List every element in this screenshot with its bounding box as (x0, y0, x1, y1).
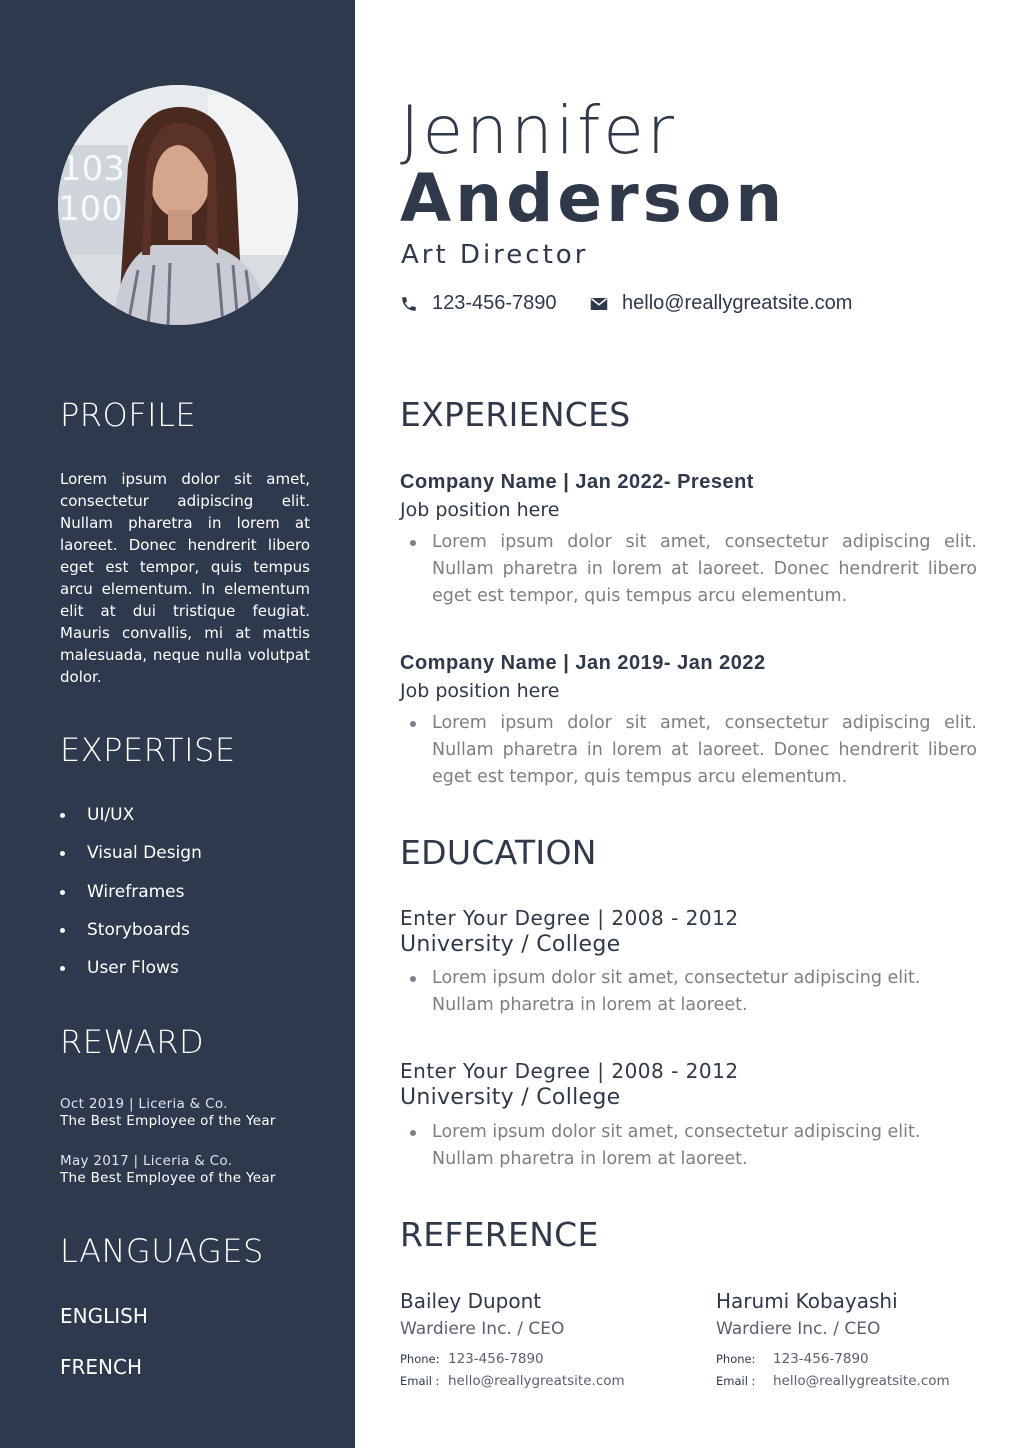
education-description-line: Nullam pharetra in lorem at laoreet. (432, 995, 748, 1015)
expertise-item: User Flows (60, 955, 202, 993)
education-description-line: Lorem ipsum dolor sit amet, consectetur adipiscing elit. (432, 1122, 921, 1142)
reference-email-value: hello@reallygreatsite.com (448, 1373, 625, 1389)
reference-phone-value: 123-456-7890 (448, 1351, 544, 1367)
bullet (410, 721, 416, 727)
reward-title: The Best Employee of the Year (60, 1170, 276, 1186)
education-degree: Enter Your Degree | 2008 - 2012 (400, 1059, 739, 1083)
svg-text:100: 100 (58, 189, 123, 229)
reward-meta: May 2017 | Liceria & Co. (60, 1153, 233, 1169)
expertise-item: UI/UX (60, 802, 202, 840)
experience-position: Job position here (400, 680, 560, 702)
email-text: hello@reallygreatsite.com (622, 292, 853, 314)
profile-text: Lorem ipsum dolor sit amet, consectetur adipiscing elit. Nullam pharetra in lorem at laoreet. Donec hendrerit libero eget est tempor, quis tempus arcu elementum. In elementum elit at dui tristique feugiat. Mauris convallis, mi at mattis malesuada, neque nulla volutpat dolor. (60, 470, 310, 686)
reference-company: Wardiere Inc. / CEO (716, 1319, 881, 1339)
reference-phone-value: 123-456-7890 (773, 1351, 869, 1367)
expertise-list (60, 802, 202, 993)
reference-name: Harumi Kobayashi (716, 1289, 898, 1313)
email-icon (590, 297, 608, 311)
education-degree: Enter Your Degree | 2008 - 2012 (400, 906, 739, 930)
education-description (432, 965, 992, 1019)
education-heading: EDUCATION (400, 833, 597, 872)
experience-description: Lorem ipsum dolor sit amet, consectetur adipiscing elit. Nullam pharetra in lorem at laoreet. Donec hendrerit libero eget est tempor, quis tempus arcu elementum. (432, 532, 977, 606)
reference-email (716, 1373, 950, 1389)
languages-heading: LANGUAGES (60, 1232, 264, 1270)
bullet (410, 540, 416, 546)
profile-photo (58, 85, 298, 325)
expertise-item: Wireframes (60, 879, 202, 917)
experiences-heading: EXPERIENCES (400, 395, 631, 434)
reference-phone (400, 1351, 544, 1367)
language-item: ENGLISH (60, 1304, 148, 1328)
svg-text:103: 103 (60, 149, 125, 189)
email-label: Email : (716, 1374, 756, 1388)
reward-item (60, 1096, 276, 1130)
contact-email (590, 292, 852, 315)
expertise-heading: EXPERTISE (60, 731, 236, 769)
expertise-item: Visual Design (60, 840, 202, 878)
experience-company: Company Name | Jan 2022- Present (400, 471, 754, 493)
education-school: University / College (400, 1085, 621, 1110)
phone-text: 123-456-7890 (432, 292, 557, 314)
last-name: Anderson (400, 160, 787, 237)
reference-email (400, 1373, 625, 1389)
bullet (410, 976, 416, 982)
phone-label: Phone: (400, 1352, 440, 1366)
reference-name: Bailey Dupont (400, 1289, 542, 1313)
email-label: Email : (400, 1374, 440, 1388)
reward-meta: Oct 2019 | Liceria & Co. (60, 1096, 228, 1112)
reference-phone (716, 1351, 869, 1367)
phone-icon (400, 294, 418, 314)
reward-item (60, 1153, 276, 1187)
job-title: Art Director (401, 240, 589, 270)
experience-position: Job position here (400, 499, 560, 521)
reference-email-value: hello@reallygreatsite.com (773, 1373, 950, 1389)
bullet (410, 1130, 416, 1136)
phone-label: Phone: (716, 1352, 756, 1366)
profile-heading: PROFILE (60, 396, 197, 434)
language-item: FRENCH (60, 1355, 143, 1379)
contact-phone (400, 292, 557, 315)
education-description-line: Nullam pharetra in lorem at laoreet. (432, 1149, 748, 1169)
experience-company: Company Name | Jan 2019- Jan 2022 (400, 652, 766, 674)
first-name: Jennifer (400, 92, 678, 169)
sidebar (0, 0, 355, 1448)
education-description-line: Lorem ipsum dolor sit amet, consectetur adipiscing elit. (432, 968, 921, 988)
reward-title: The Best Employee of the Year (60, 1113, 276, 1129)
reference-heading: REFERENCE (400, 1215, 599, 1254)
education-description (432, 1119, 992, 1173)
education-school: University / College (400, 932, 621, 957)
expertise-item: Storyboards (60, 917, 202, 955)
reward-heading: REWARD (60, 1023, 205, 1061)
reference-company: Wardiere Inc. / CEO (400, 1319, 565, 1339)
experience-description: Lorem ipsum dolor sit amet, consectetur adipiscing elit. Nullam pharetra in lorem at laoreet. Donec hendrerit libero eget est tempor, quis tempus arcu elementum. (432, 713, 977, 787)
